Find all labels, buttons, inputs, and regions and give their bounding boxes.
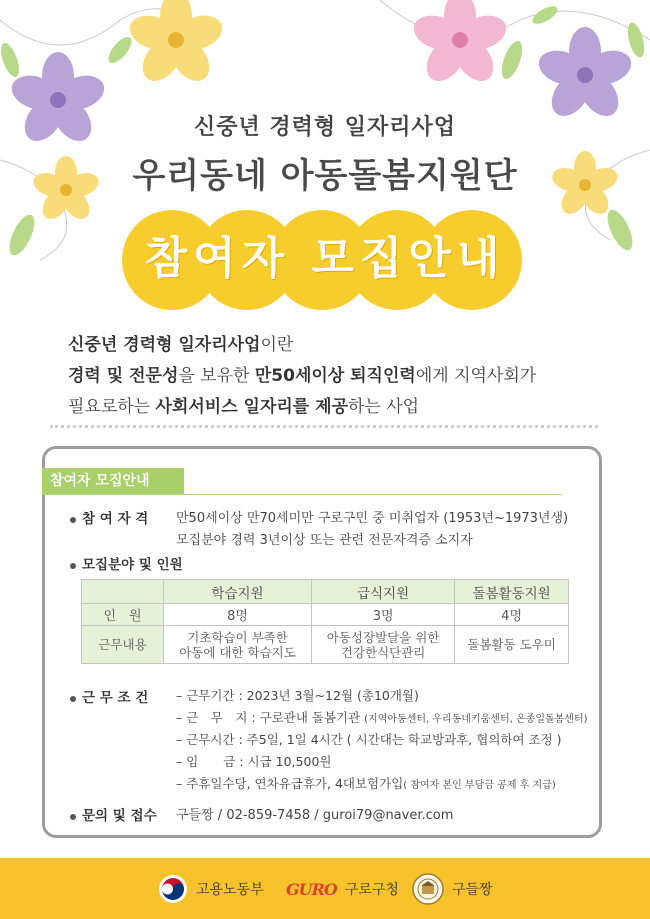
intro-highlight: 만50세이상 퇴직인력 [254,366,416,386]
contact-info: 구들짱 / 02-859-7458 / guroi79@naver.com [176,808,454,823]
intro-highlight: 사회서비스 일자리를 제공 [155,397,348,417]
yellow-flower-icon [125,0,226,88]
gudeuljjang-emblem-icon [412,873,444,905]
table-cell: 8명 [164,604,312,626]
bullet-icon [70,517,76,523]
fields-row [70,553,183,573]
contact-label: 문의 및 접수 [82,808,157,824]
table-cell: 4명 [455,604,569,626]
intro-highlight: 경력 및 전문성 [68,366,179,386]
gudeuljjang-logo [412,874,493,904]
table-header-cell: 돌봄활동지원 [455,580,569,604]
table-header-cell: 급식지원 [312,580,455,604]
purple-flower-icon [534,27,635,123]
table-cell: 3명 [312,604,455,626]
cell-line: 건강한식단관리 [340,644,426,660]
intro-text [68,330,608,423]
eligibility-row [70,507,148,527]
table-cell [312,626,455,664]
cell-line: 돌봄활동 도우미 [467,637,556,652]
eligibility-line-1: 만50세이상 만70세미만 구로구민 중 미취업자 (1953년~1973년생) [176,511,569,526]
page-title: 우리동네 아동돌봄지원단 [132,156,518,196]
logo-name: 구들짱 [452,882,493,898]
dotted-divider [50,425,598,428]
bullet-icon [70,696,76,702]
page-subtitle: 신중년 경력형 일자리사업 [193,115,457,140]
table-header-cell: 학습지원 [164,580,312,604]
condition-wage: – 임 금 : 시급 10,500원 [176,754,332,769]
conditions-label: 근 무 조 건 [82,690,149,706]
condition-place-note: (지역아동센터, 우리동네키움센터, 온종일돌봄센터) [364,714,588,725]
bullet-icon [70,814,76,820]
recruitment-table [81,579,569,664]
info-box-tab: 참여자 모집안내 [42,468,184,494]
row-header-cell: 근무내용 [82,626,164,664]
intro-text-span: 하는 사업 [348,397,420,417]
intro-text-span: 이란 [260,335,294,355]
intro-text-span: 필요로하는 [68,397,156,417]
table-row [82,604,569,626]
taegeuk-icon [158,874,188,904]
intro-text-span: 을 보유한 [178,366,255,386]
table-header-row [82,580,569,604]
table-cell [164,626,312,664]
table-cell [455,626,569,664]
condition-place [176,708,588,726]
intro-highlight: 신중년 경력형 일자리사업 [68,335,261,355]
eligibility-label: 참 여 자 격 [82,511,149,527]
conditions-row [70,686,148,706]
logo-name: 고용노동부 [196,882,264,898]
intro-text-span: 에게 지역사회가 [415,366,537,386]
ministry-logo [158,874,264,904]
table-row [82,626,569,664]
cell-line: 아동에 대한 학습지도 [179,644,296,660]
guro-logo [286,874,399,904]
condition-hours: – 근무시간 : 주5일, 1일 4시간 ( 시간대는 학교방과후, 협의하여 조정 ) [176,732,562,747]
condition-period: – 근무기간 : 2023년 3월~12월 (총10개월) [176,688,419,703]
eligibility-line-2: 모집분야 경력 3년이상 또는 관련 전문자격증 소지자 [176,533,473,548]
tab-underline [42,494,562,495]
row-header-cell: 인 원 [82,604,164,626]
recruit-banner-title: 참여자 모집안내 [144,233,506,284]
fields-label: 모집분야 및 인원 [82,557,183,573]
pink-flower-icon [409,0,510,88]
condition-place-main: – 근 무 지 : 구로관내 돌봄기관 [176,710,365,725]
condition-benefits-main: – 주휴일수당, 연차유급휴가, 4대보험가입 [176,776,404,791]
bullet-icon [70,563,76,569]
condition-benefits [176,774,556,792]
cell-line: 아동성장발달을 위한 [326,629,440,645]
condition-benefits-note: ( 참여자 본인 부담금 공제 후 지급) [403,780,556,791]
contact-row [70,804,157,824]
table-header-cell [82,580,164,604]
guro-logo-icon: GURO [286,879,337,899]
logo-name: 구로구청 [344,882,399,898]
cell-line: 기초학습이 부족한 [187,629,288,645]
